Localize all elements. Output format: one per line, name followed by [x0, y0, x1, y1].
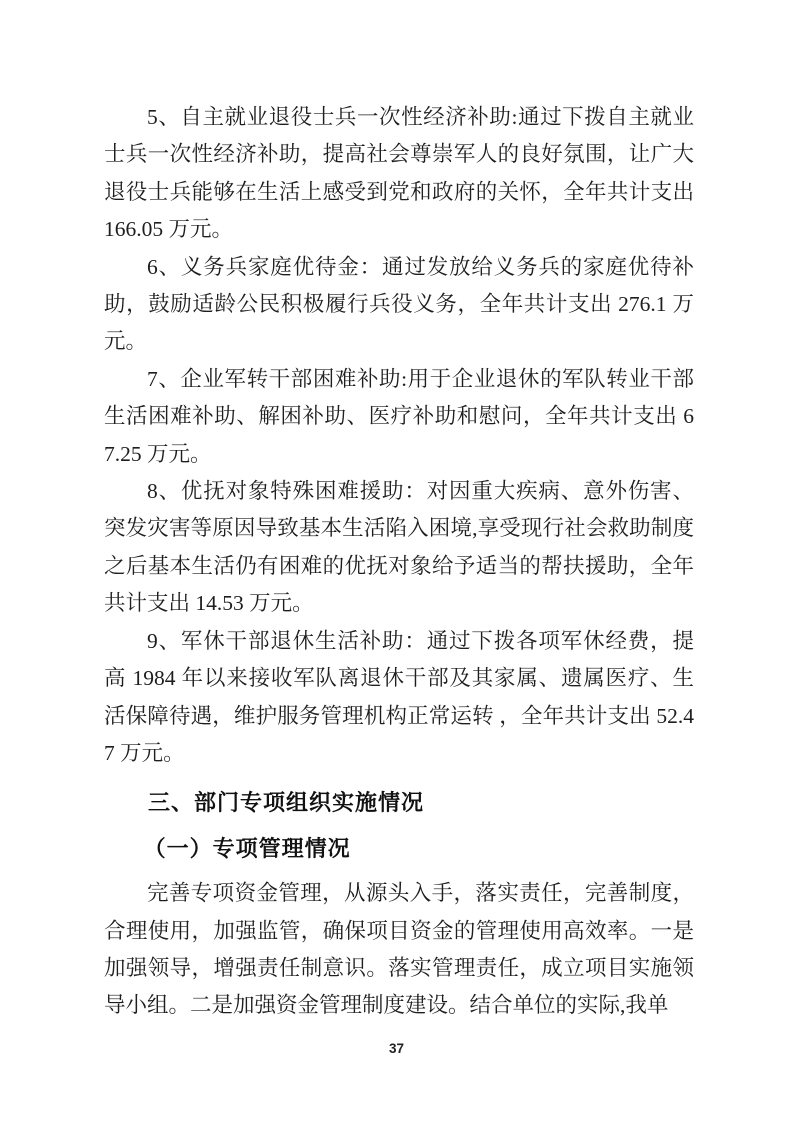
expense-item-7-paragraph: 7、企业军转干部困难补助:用于企业退休的军队转业干部生活困难补助、解困补助、医疗补助和慰问，全年共计支出 67.25 万元。: [104, 366, 694, 466]
section-heading-3: 三、部门专项组织实施情况: [148, 790, 425, 816]
page-number: 37: [388, 1041, 405, 1056]
expense-item-9-paragraph: 9、军休干部退休生活补助：通过下拨各项军休经费，提高 1984 年以来接收军队离退休干部及其家属、遗属医疗、生活保障待遇，维护服务管理机构正常运转 ，全年共计支出 52.47 万元。: [104, 628, 694, 765]
expense-item-8-paragraph: 8、优抚对象特殊困难援助：对因重大疾病、意外伤害、突发灾害等原因导致基本生活陷入困境,享受现行社会救助制度之后基本生活仍有困难的优抚对象给予适当的帮扶援助，全年共计支出 14.53 万元。: [104, 479, 694, 616]
expense-item-5-paragraph: 5、自主就业退役士兵一次性经济补助:通过下拨自主就业士兵一次性经济补助，提高社会尊崇军人的良好氛围，让广大退役士兵能够在生活上感受到党和政府的关怀，全年共计支出 166.05 万元。: [104, 105, 694, 242]
expense-item-6-paragraph: 6、义务兵家庭优待金：通过发放给义务兵的家庭优待补助，鼓励适龄公民积极履行兵役义务，全年共计支出 276.1 万元。: [104, 254, 694, 354]
subsection-heading-1: （一）专项管理情况: [143, 835, 351, 861]
fund-management-paragraph: 完善专项资金管理，从源头入手，落实责任，完善制度，合理使用，加强监管，确保项目资金的管理使用高效率。一是加强领导，增强责任制意识。落实管理责任，成立项目实施领导小组。二是加强资金管理制度建设。结合单位的实际,我单: [104, 881, 694, 1018]
document-content: [104, 99, 694, 1025]
page-footer: [0, 1040, 793, 1058]
